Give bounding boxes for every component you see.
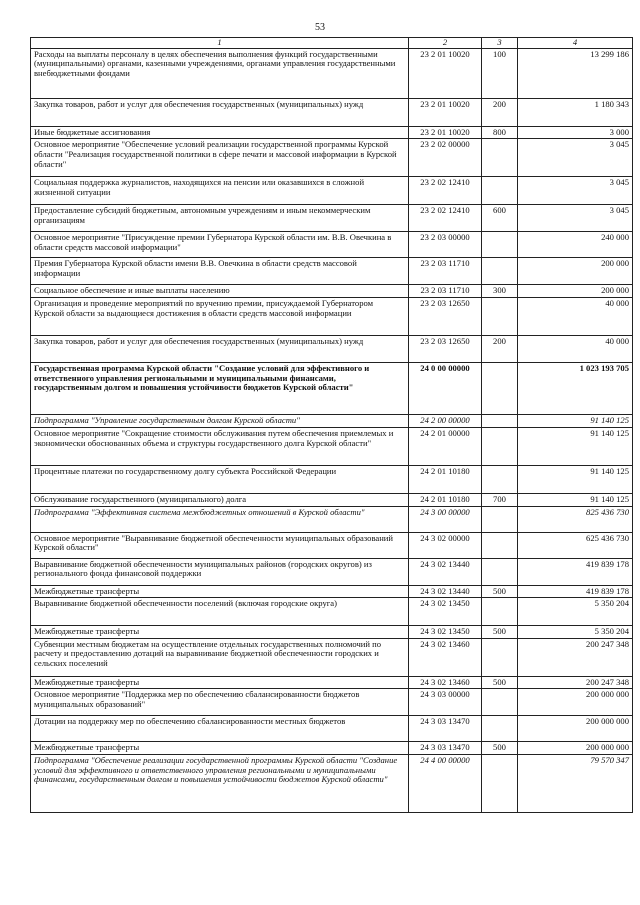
table-row	[31, 335, 633, 362]
table-row	[31, 689, 633, 716]
row-sum-cell: 5 350 204	[518, 626, 633, 639]
row-sum-cell: 3 045	[518, 139, 633, 177]
table-row	[31, 98, 633, 126]
row-code-cell: 23 2 01 10020	[409, 48, 482, 98]
table-row	[31, 742, 633, 755]
table-row	[31, 362, 633, 414]
row-name-cell: Социальная поддержка журналистов, находящихся на пенсии или оказавшихся в сложной жизненной ситуации	[31, 177, 409, 205]
table-row	[31, 177, 633, 205]
row-expense-type-cell: 600	[482, 205, 518, 232]
row-sum-cell: 3 000	[518, 126, 633, 139]
column-number-code: 2	[409, 38, 482, 49]
row-code-cell: 24 4 00 00000	[409, 755, 482, 813]
row-code-cell: 23 2 02 00000	[409, 139, 482, 177]
row-expense-type-cell	[482, 598, 518, 626]
row-code-cell: 24 2 00 00000	[409, 414, 482, 427]
row-code-cell: 24 3 02 13440	[409, 585, 482, 598]
row-expense-type-cell: 500	[482, 742, 518, 755]
row-code-cell: 24 3 02 13450	[409, 598, 482, 626]
row-code-cell: 24 3 00 00000	[409, 506, 482, 532]
table-row	[31, 427, 633, 465]
row-name-cell: Межбюджетные трансферты	[31, 626, 409, 639]
row-sum-cell: 200 000 000	[518, 689, 633, 716]
table-row	[31, 139, 633, 177]
column-number-row	[31, 38, 633, 49]
row-code-cell: 24 2 01 10180	[409, 493, 482, 506]
page-number: 53	[315, 22, 325, 33]
column-number-name: 1	[31, 38, 409, 49]
table-row	[31, 585, 633, 598]
row-expense-type-cell	[482, 297, 518, 335]
table-row	[31, 285, 633, 298]
row-code-cell: 23 2 02 12410	[409, 177, 482, 205]
row-name-cell: Предоставление субсидий бюджетным, автономным учреждениям и иным некоммерческим организациям	[31, 205, 409, 232]
table-row	[31, 205, 633, 232]
row-code-cell: 24 3 03 13470	[409, 716, 482, 742]
row-code-cell: 23 2 03 12650	[409, 297, 482, 335]
row-expense-type-cell: 500	[482, 626, 518, 639]
row-expense-type-cell	[482, 532, 518, 558]
table-row	[31, 258, 633, 285]
row-name-cell: Подпрограмма "Управление государственным долгом Курской области"	[31, 414, 409, 427]
row-name-cell: Основное мероприятие "Обеспечение условий реализации государственной программы Курской области "Реализация государственной политики в сфере печати и массовой информации в Курской области"	[31, 139, 409, 177]
row-name-cell: Закупка товаров, работ и услуг для обеспечения государственных (муниципальных) нужд	[31, 335, 409, 362]
row-name-cell: Основное мероприятие "Сокращение стоимости обслуживания путем обеспечения приемлемых и экономически обоснованных объема и структуры государственного долга Курской области"	[31, 427, 409, 465]
row-code-cell: 23 2 02 12410	[409, 205, 482, 232]
row-expense-type-cell	[482, 465, 518, 493]
row-code-cell: 24 3 02 13450	[409, 626, 482, 639]
row-sum-cell: 200 000 000	[518, 716, 633, 742]
row-name-cell: Иные бюджетные ассигнования	[31, 126, 409, 139]
budget-table	[30, 37, 633, 813]
row-name-cell: Дотации на поддержку мер по обеспечению сбалансированности местных бюджетов	[31, 716, 409, 742]
row-sum-cell: 13 299 186	[518, 48, 633, 98]
row-code-cell: 24 3 02 13460	[409, 638, 482, 676]
table-row	[31, 558, 633, 585]
row-expense-type-cell: 700	[482, 493, 518, 506]
table-row	[31, 493, 633, 506]
column-number-sum: 4	[518, 38, 633, 49]
row-name-cell: Основное мероприятие "Выравнивание бюджетной обеспеченности муниципальных образований Курской области"	[31, 532, 409, 558]
row-expense-type-cell	[482, 427, 518, 465]
row-name-cell: Основное мероприятие "Присуждение премии Губернатора Курской области им. В.В. Овечкина в области средств массовой информации"	[31, 232, 409, 258]
row-code-cell: 24 3 02 13440	[409, 558, 482, 585]
row-expense-type-cell: 100	[482, 48, 518, 98]
row-name-cell: Подпрограмма "Обеспечение реализации государственной программы Курской области "Создание условий для эффективного и ответственного управления региональными и муниципальными финансами, государственным долгом и повышения устойчивости бюджетов Курской области"	[31, 755, 409, 813]
row-sum-cell: 625 436 730	[518, 532, 633, 558]
row-sum-cell: 1 180 343	[518, 98, 633, 126]
column-number-expense-type: 3	[482, 38, 518, 49]
row-sum-cell: 200 000	[518, 285, 633, 298]
table-row	[31, 626, 633, 639]
row-name-cell: Межбюджетные трансферты	[31, 676, 409, 689]
row-code-cell: 24 3 03 00000	[409, 689, 482, 716]
row-name-cell: Премия Губернатора Курской области имени В.В. Овечкина в области средств массовой информации	[31, 258, 409, 285]
row-sum-cell: 3 045	[518, 177, 633, 205]
table-row	[31, 126, 633, 139]
row-expense-type-cell	[482, 506, 518, 532]
table-row	[31, 506, 633, 532]
row-expense-type-cell	[482, 638, 518, 676]
row-code-cell: 23 2 01 10020	[409, 98, 482, 126]
row-expense-type-cell: 500	[482, 676, 518, 689]
row-name-cell: Организация и проведение мероприятий по вручению премии, присуждаемой Губернатором Курской области за выдающиеся достижения в области средств массовой информации	[31, 297, 409, 335]
row-sum-cell: 200 247 348	[518, 676, 633, 689]
row-name-cell: Расходы на выплаты персоналу в целях обеспечения выполнения функций государственными (муниципальными) органами, казенными учреждениями, органами управления государственными внебюджетными фондами	[31, 48, 409, 98]
row-expense-type-cell: 800	[482, 126, 518, 139]
row-sum-cell: 200 000 000	[518, 742, 633, 755]
table-row	[31, 232, 633, 258]
table-row	[31, 638, 633, 676]
row-code-cell: 23 2 03 00000	[409, 232, 482, 258]
row-name-cell: Подпрограмма "Эффективная система межбюджетных отношений в Курской области"	[31, 506, 409, 532]
row-name-cell: Закупка товаров, работ и услуг для обеспечения государственных (муниципальных) нужд	[31, 98, 409, 126]
table-row	[31, 676, 633, 689]
row-sum-cell: 1 023 193 705	[518, 362, 633, 414]
table-row	[31, 48, 633, 98]
row-sum-cell: 40 000	[518, 335, 633, 362]
row-code-cell: 23 2 03 12650	[409, 335, 482, 362]
row-name-cell: Обслуживание государственного (муниципального) долга	[31, 493, 409, 506]
row-sum-cell: 91 140 125	[518, 414, 633, 427]
table-row	[31, 414, 633, 427]
row-sum-cell: 419 839 178	[518, 585, 633, 598]
table-row	[31, 598, 633, 626]
row-expense-type-cell	[482, 362, 518, 414]
row-sum-cell: 3 045	[518, 205, 633, 232]
row-sum-cell: 79 570 347	[518, 755, 633, 813]
row-name-cell: Выравнивание бюджетной обеспеченности поселений (включая городские округа)	[31, 598, 409, 626]
budget-table-body	[31, 38, 633, 813]
row-sum-cell: 91 140 125	[518, 427, 633, 465]
row-code-cell: 24 0 00 00000	[409, 362, 482, 414]
row-name-cell: Государственная программа Курской области "Создание условий для эффективного и ответственного управления региональными и муниципальными финансами, государственным долгом и повышения устойчивости бюджетов Курской области"	[31, 362, 409, 414]
row-code-cell: 23 2 03 11710	[409, 258, 482, 285]
row-code-cell: 24 2 01 00000	[409, 427, 482, 465]
row-expense-type-cell	[482, 177, 518, 205]
row-name-cell: Межбюджетные трансферты	[31, 585, 409, 598]
row-expense-type-cell	[482, 689, 518, 716]
table-row	[31, 532, 633, 558]
row-sum-cell: 91 140 125	[518, 465, 633, 493]
row-sum-cell: 5 350 204	[518, 598, 633, 626]
row-sum-cell: 40 000	[518, 297, 633, 335]
row-code-cell: 24 3 03 13470	[409, 742, 482, 755]
row-name-cell: Межбюджетные трансферты	[31, 742, 409, 755]
row-name-cell: Выравнивание бюджетной обеспеченности муниципальных районов (городских округов) из регионального фонда финансовой поддержки	[31, 558, 409, 585]
row-expense-type-cell	[482, 755, 518, 813]
row-expense-type-cell	[482, 414, 518, 427]
row-code-cell: 24 2 01 10180	[409, 465, 482, 493]
row-sum-cell: 91 140 125	[518, 493, 633, 506]
row-name-cell: Субвенции местным бюджетам на осуществление отдельных государственных полномочий по расчету и предоставлению дотаций на выравнивание бюджетной обеспеченности городских и сельских поселений	[31, 638, 409, 676]
row-expense-type-cell: 200	[482, 335, 518, 362]
table-row	[31, 465, 633, 493]
row-sum-cell: 419 839 178	[518, 558, 633, 585]
row-expense-type-cell: 300	[482, 285, 518, 298]
row-expense-type-cell	[482, 232, 518, 258]
row-expense-type-cell	[482, 716, 518, 742]
row-code-cell: 23 2 01 10020	[409, 126, 482, 139]
row-expense-type-cell	[482, 139, 518, 177]
row-sum-cell: 200 247 348	[518, 638, 633, 676]
row-sum-cell: 825 436 730	[518, 506, 633, 532]
row-name-cell: Социальное обеспечение и иные выплаты населению	[31, 285, 409, 298]
row-sum-cell: 200 000	[518, 258, 633, 285]
row-code-cell: 24 3 02 00000	[409, 532, 482, 558]
row-expense-type-cell	[482, 558, 518, 585]
row-code-cell: 23 2 03 11710	[409, 285, 482, 298]
row-expense-type-cell: 500	[482, 585, 518, 598]
table-row	[31, 297, 633, 335]
row-name-cell: Основное мероприятие "Поддержка мер по обеспечению сбалансированности бюджетов муниципальных образований"	[31, 689, 409, 716]
row-expense-type-cell	[482, 258, 518, 285]
table-row	[31, 716, 633, 742]
row-sum-cell: 240 000	[518, 232, 633, 258]
row-name-cell: Процентные платежи по государственному долгу субъекта Российской Федерации	[31, 465, 409, 493]
table-row	[31, 755, 633, 813]
row-code-cell: 24 3 02 13460	[409, 676, 482, 689]
row-expense-type-cell: 200	[482, 98, 518, 126]
